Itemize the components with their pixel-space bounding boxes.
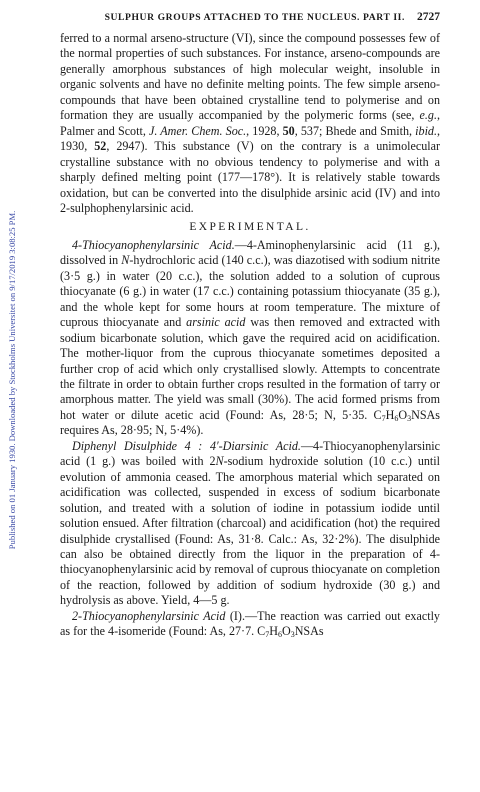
paragraph-disulphide: Diphenyl Disulphide 4 : 4′-Diarsinic Acid.—4-Thiocyanophenylarsinic acid (1 g.) was boiled with 2N-sodium hydroxide solution (10 c.c.) until evolution of ammonia ceased. The amorphous material which separated on acidification was collected, suspended in excess of sodium bicarbonate solution, and treated with a solution of iodine in potassium iodide until solution ensued. After filtration (charcoal) and acidification (hot) the required disulphide crystallised (Found: As, 31·8. Calc.: As, 32·2%). The disulphide can also be obtained directly from the liquor in the preparation of 4-thiocyanophenylarsinic acid by removal of cuprous thiocyanate on completion of the reaction, followed by addition of sodium hydroxide (30 g.) and hydrolysis as above. Yield, 4—5 g. (60, 438, 440, 608)
page-number: 2727 (417, 11, 440, 23)
running-header (60, 11, 440, 27)
paragraph-thiocyanophenylarsinic: 4-Thiocyanophenylarsinic Acid.—4-Aminophenylarsinic acid (11 g.), dissolved in N-hydrochloric acid (140 c.c.), was diazotised with sodium nitrite (3·5 g.) in water (20 c.c.), the solution added to a solution of cuprous thiocyanate (6 g.) in water (17 c.c.) containing potassium thiocyanate (35 g.), and the whole kept for some hours at room temperature. The mixture of cuprous thiocyanate and arsinic acid was then removed and extracted with sodium bicarbonate solution, which gave the required acid on acidification. The mother-liquor from the cuprous thiocyanate sometimes deposited a further crop of acid which only crystallised slowly. Attempts to concentrate the filtrate in order to obtain further crops resulted in the formation of tarry or amorphous matter. The yield was small (30%). The acid formed prisms from hot water or dilute acetic acid (Found: As, 28·5; N, 5·35. $C_7H_6O_3NSAs$ requires As, 28·95; N, 5·4%). (60, 237, 440, 438)
compound-heading: Diphenyl Disulphide 4 : 4′-Diarsinic Acid. (72, 438, 301, 453)
article-body (60, 31, 440, 640)
download-watermark (5, 60, 19, 700)
compound-heading: 2-Thiocyanophenylarsinic Acid (72, 608, 226, 623)
download-notice: Published on 01 January 1930. Downloaded by Stockholms Universitet on 9/17/2019 3:08:25 PM. (7, 210, 18, 550)
compound-heading: 4-Thiocyanophenylarsinic Acid. (72, 237, 235, 252)
running-title: SULPHUR GROUPS ATTACHED TO THE NUCLEUS. PART II. (104, 12, 405, 23)
paragraph-discussion: ferred to a normal arseno-structure (VI), since the compound possesses few of the normal properties of such substances. For instance, arseno-compounds are generally amorphous substances of high molecular weight, insoluble in organic solvents and have no definite melting points. The few simple arseno-compounds that have been obtained crystalline tend to polymerise and on formation they are usually accompanied by the polymeric forms (see, e.g., Palmer and Scott, J. Amer. Chem. Soc., 1928, 50, 537; Bhede and Smith, ibid., 1930, 52, 2947). This substance (V) on the contrary is a unimolecular crystalline substance with no obvious tendency to polymerise and with a sharply defined melting point (177—178°). It is relatively stable towards oxidation, but can be converted into the disulphide arsinic acid (IV) and into 2-sulphophenylarsinic acid. (60, 31, 441, 215)
paragraph-2-thiocyano: 2-Thiocyanophenylarsinic Acid (I).—The reaction was carried out exactly as for the 4-isomeride (Found: As, 27·7. $C_7H_6O_3NSAs$ (60, 608, 440, 640)
section-heading: EXPERIMENTAL. (189, 221, 311, 234)
journal-page (60, 11, 440, 640)
